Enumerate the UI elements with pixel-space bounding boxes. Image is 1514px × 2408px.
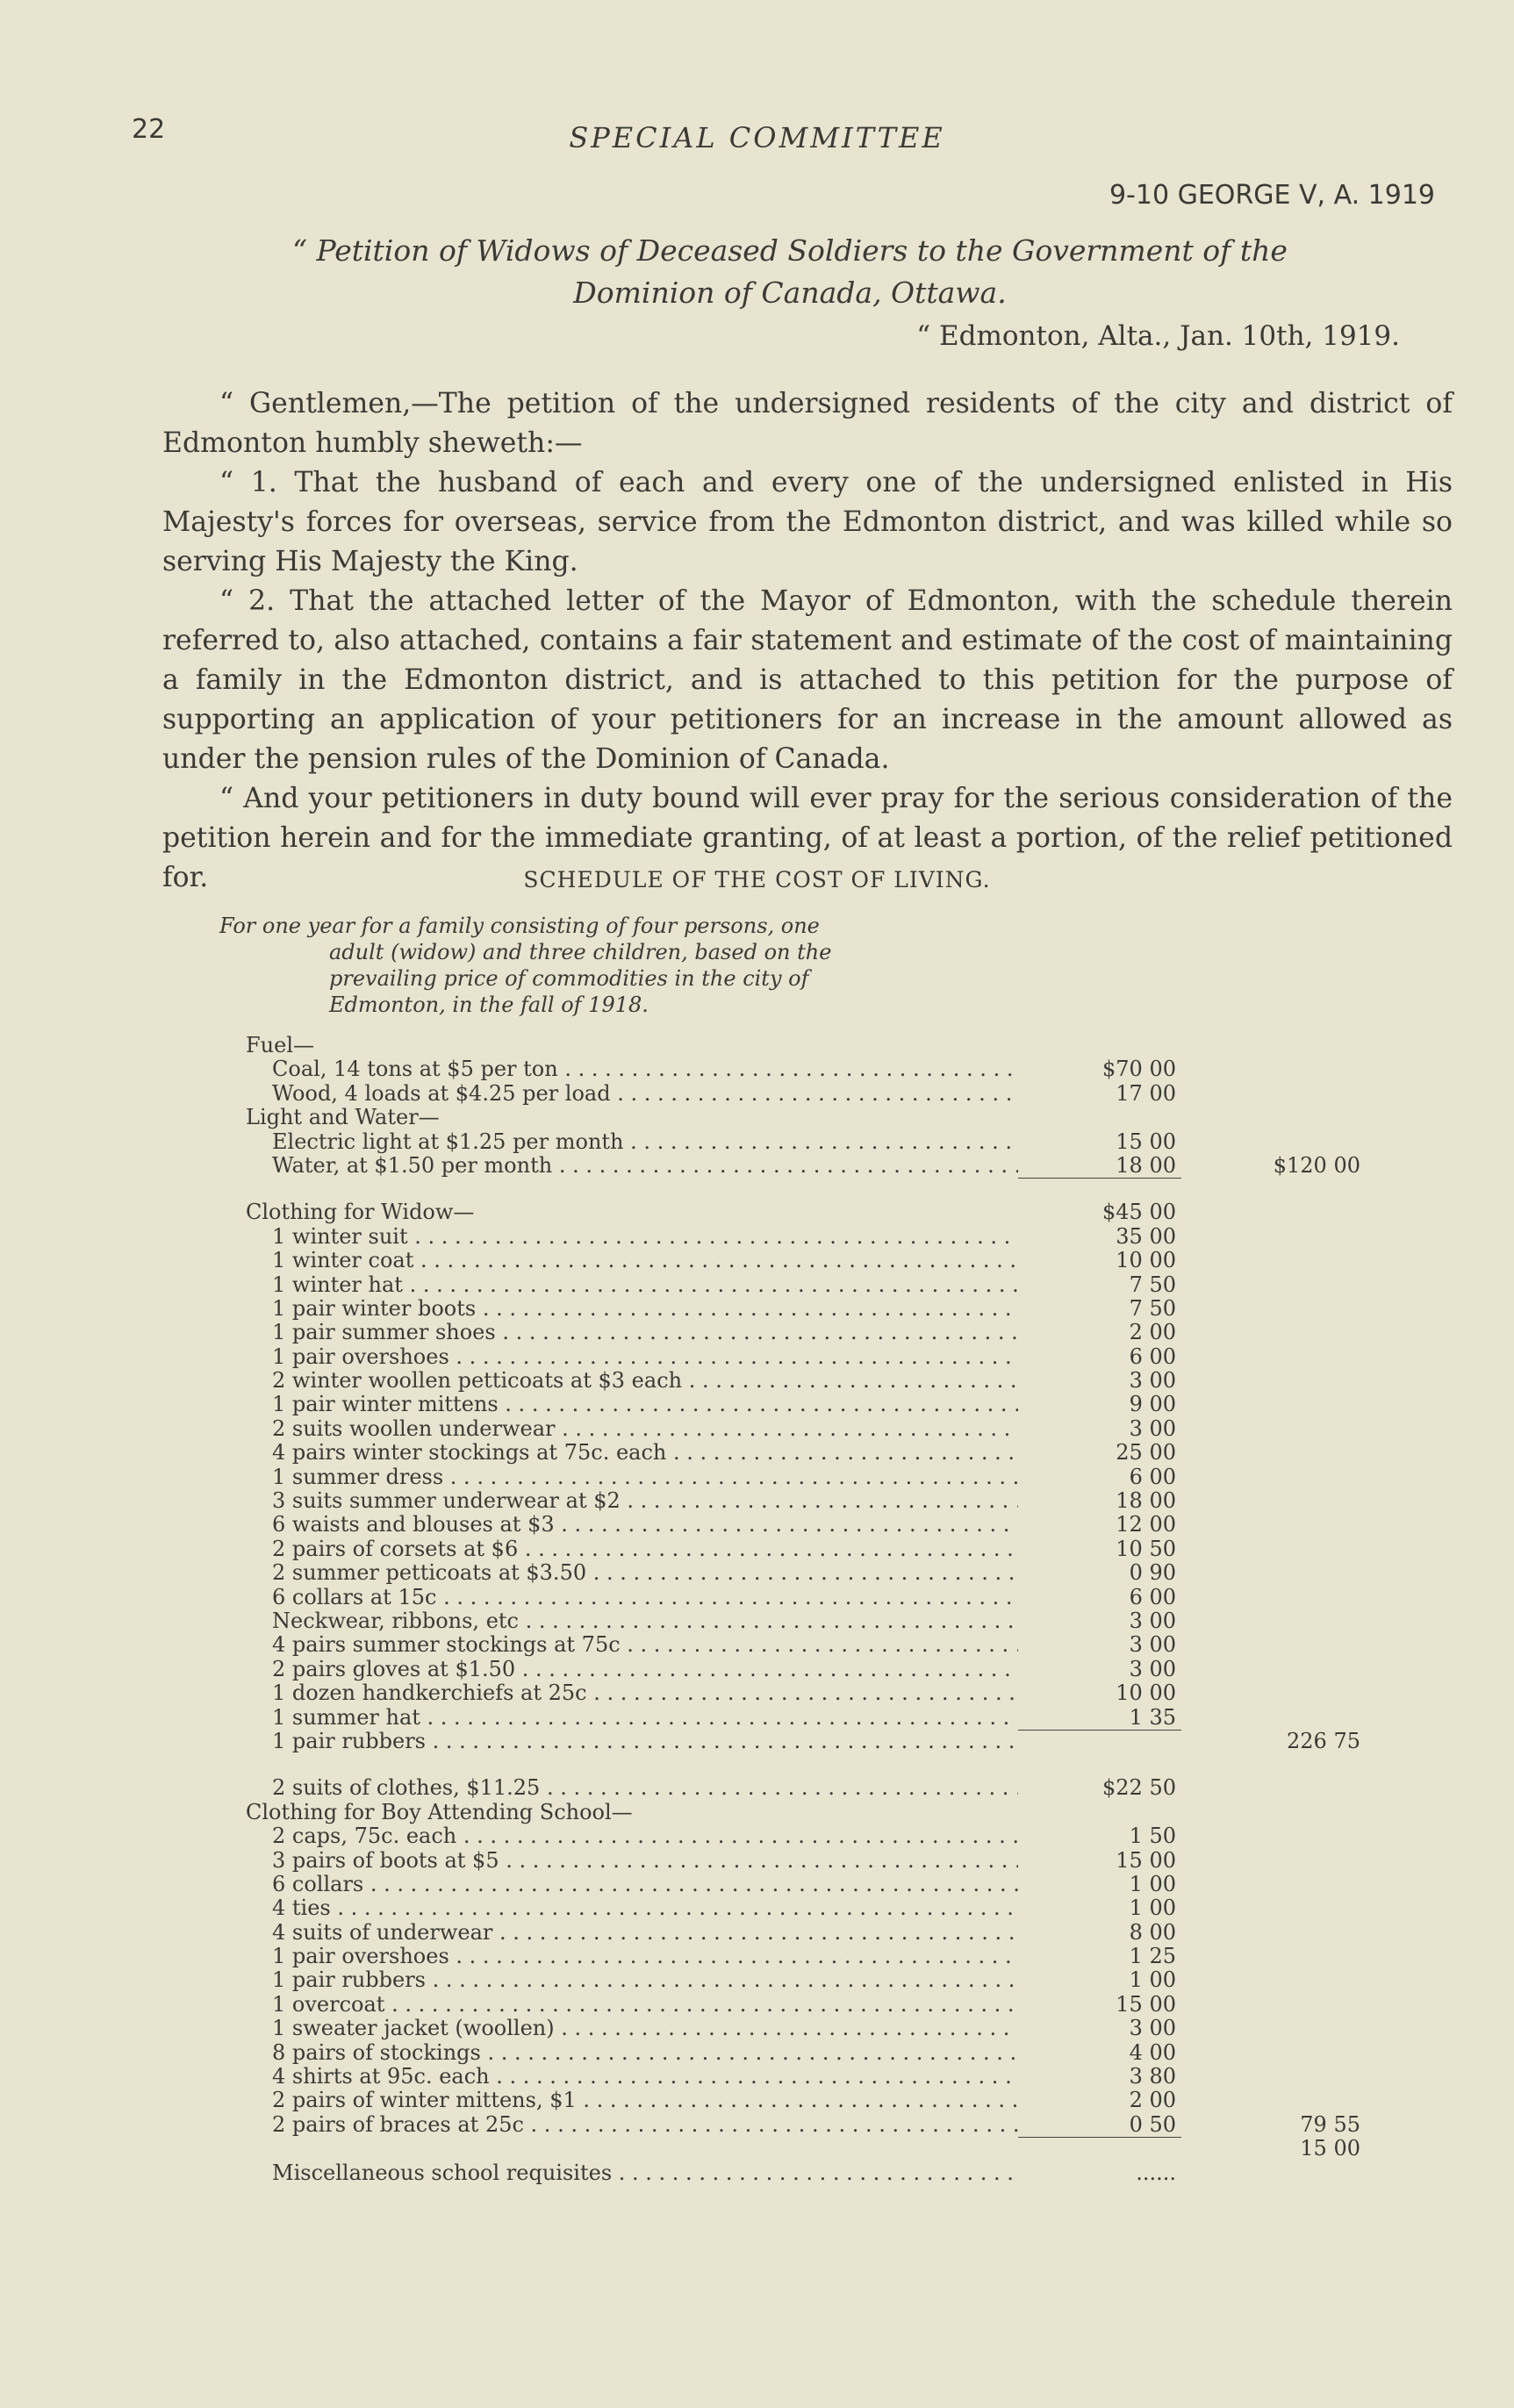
schedule-row bbox=[0, 1249, 1514, 1272]
schedule-row bbox=[0, 1824, 1514, 1848]
schedule-item-label: 2 pairs of winter mittens, $1 . . . bbox=[272, 2089, 1018, 2112]
schedule-item-amount: 3 80 bbox=[1129, 2064, 1176, 2089]
schedule-row bbox=[0, 1441, 1514, 1465]
schedule-row bbox=[0, 1537, 1514, 1561]
schedule-item-label: 1 winter hat . . . bbox=[272, 1273, 1018, 1297]
paragraph-prayer: “ And your petitioners in duty bound will ever pray for the serious consideration of the petition herein and for the immediate granting, of at least a portion, of the relief petitioned for. bbox=[162, 783, 1453, 893]
schedule-item-amount: 2 00 bbox=[1129, 1320, 1176, 1345]
schedule-item-amount: $45 00 bbox=[1102, 1200, 1176, 1225]
schedule-item-amount: ...... bbox=[1136, 2160, 1176, 2185]
schedule-item-label: 1 summer hat . . . bbox=[272, 1706, 1018, 1730]
schedule-row bbox=[0, 1873, 1514, 1896]
schedule-item-amount: 1 50 bbox=[1129, 1824, 1176, 1849]
schedule-item-amount: 6 00 bbox=[1129, 1584, 1176, 1609]
schedule-row bbox=[0, 1681, 1514, 1705]
schedule-row bbox=[0, 1321, 1514, 1344]
schedule-item-amount: 15 00 bbox=[1116, 1991, 1176, 2017]
schedule-item-label: 2 caps, 75c. each . . . bbox=[272, 1824, 1018, 1848]
schedule-item-amount: 18 00 bbox=[1116, 1488, 1176, 1514]
petition-title-line2: Dominion of Canada, Ottawa. bbox=[573, 276, 1007, 310]
schedule-row bbox=[0, 1130, 1514, 1154]
schedule-item-label: 2 winter woollen petticoats at $3 each . . . bbox=[272, 1369, 1018, 1393]
schedule-item-amount: 15 00 bbox=[1116, 1847, 1176, 1873]
schedule-item-amount: 3 00 bbox=[1129, 1415, 1176, 1441]
schedule-item-label: 8 pairs of stockings . . . bbox=[272, 2041, 1018, 2065]
schedule-item-label: Light and Water— bbox=[246, 1106, 440, 1130]
schedule-row bbox=[0, 1489, 1514, 1513]
schedule-item-amount: 1 35 bbox=[1129, 1704, 1176, 1730]
schedule-item-label: 4 shirts at 95c. each . . . bbox=[272, 2065, 1018, 2089]
schedule-row bbox=[0, 1849, 1514, 1873]
schedule-intro-line: For one year for a family consisting of four persons, one bbox=[219, 914, 820, 938]
petition-date: “ Edmonton, Alta., Jan. 10th, 1919. bbox=[916, 320, 1400, 352]
schedule-row bbox=[0, 1993, 1514, 2017]
schedule-row bbox=[0, 1273, 1514, 1297]
schedule-item-label: 1 winter coat . . . bbox=[272, 1249, 1018, 1272]
schedule-row bbox=[0, 2137, 1514, 2161]
schedule-item-label: 6 collars . . . bbox=[272, 1873, 1018, 1896]
schedule-row bbox=[0, 1730, 1514, 1753]
schedule-item-label: 2 summer petticoats at $3.50 . . . bbox=[272, 1561, 1018, 1585]
schedule-item-amount bbox=[1018, 1730, 1181, 1731]
schedule-item-amount: 9 00 bbox=[1129, 1392, 1176, 1417]
schedule-heading: SCHEDULE OF THE COST OF LIVING. bbox=[523, 867, 991, 892]
schedule-item-amount: 3 00 bbox=[1129, 1632, 1176, 1658]
schedule-row bbox=[0, 1945, 1514, 1968]
schedule-item-amount: 10 00 bbox=[1116, 1248, 1176, 1273]
schedule-item-label: 2 suits of clothes, $11.25 . . . bbox=[272, 1776, 1018, 1800]
schedule-item-label: 2 pairs of braces at 25c . . . bbox=[272, 2113, 1018, 2137]
page-number: 22 bbox=[132, 114, 166, 145]
schedule-item-label: 1 summer dress . . . bbox=[272, 1466, 1018, 1489]
schedule-intro bbox=[219, 913, 1009, 1018]
schedule-row bbox=[0, 2065, 1514, 2089]
schedule-item-label: 4 pairs summer stockings at 75c . . . bbox=[272, 1633, 1018, 1657]
schedule-intro-line: prevailing price of commodities in the city of bbox=[329, 966, 809, 991]
paragraph-1: “ 1. That the husband of each and every one of the undersigned enlisted in His Majesty's forces for overseas, service from the Edmonton district, and was killed while so serving His Majesty the King. bbox=[162, 467, 1453, 577]
schedule-item-amount: 18 00 bbox=[1018, 1154, 1181, 1179]
schedule-item-amount: 2 00 bbox=[1129, 2088, 1176, 2113]
schedule-item-label: Water, at $1.50 per month . . . bbox=[272, 1154, 1018, 1178]
schedule-item-amount: 7 50 bbox=[1129, 1272, 1176, 1297]
schedule-item-amount: $70 00 bbox=[1102, 1057, 1176, 1082]
schedule-row bbox=[0, 1297, 1514, 1321]
schedule-item-amount: 1 00 bbox=[1129, 1967, 1176, 1993]
schedule-item-label: 1 pair rubbers . . . bbox=[272, 1730, 1018, 1753]
schedule-row bbox=[0, 1921, 1514, 1945]
schedule-row bbox=[0, 1658, 1514, 1681]
schedule-item-label: Clothing for Boy Attending School— bbox=[246, 1800, 633, 1824]
schedule-item-amount: 1 25 bbox=[1129, 1944, 1176, 1969]
schedule-item-label: 1 winter suit . . . bbox=[272, 1225, 1018, 1249]
schedule-item-label: 1 pair winter boots . . . bbox=[272, 1297, 1018, 1321]
schedule-item-label: Electric light at $1.25 per month . . . bbox=[272, 1130, 1018, 1154]
schedule-subtotal: $120 00 bbox=[1273, 1152, 1360, 1178]
schedule-item-label: 2 suits woollen underwear . . . bbox=[272, 1417, 1018, 1441]
petition-body bbox=[162, 384, 1453, 898]
paragraph-salutation: “ Gentlemen,—The petition of the undersigned residents of the city and district of Edmonton humbly sheweth:— bbox=[162, 388, 1453, 459]
schedule-row bbox=[0, 1417, 1514, 1441]
schedule-item-label: 3 suits summer underwear at $2 . . . bbox=[272, 1489, 1018, 1513]
schedule-item-amount: 7 50 bbox=[1129, 1295, 1176, 1321]
schedule-item-label: 2 pairs gloves at $1.50 . . . bbox=[272, 1658, 1018, 1681]
schedule-item-amount: 3 00 bbox=[1129, 2016, 1176, 2041]
schedule-item-amount: 0 50 bbox=[1018, 2113, 1181, 2138]
schedule-item-label: 3 pairs of boots at $5 . . . bbox=[272, 1849, 1018, 1873]
schedule-item-label: 1 pair summer shoes . . . bbox=[272, 1321, 1018, 1344]
schedule-row bbox=[0, 1513, 1514, 1537]
schedule-row bbox=[0, 1225, 1514, 1249]
schedule-item-amount: 10 50 bbox=[1116, 1536, 1176, 1561]
schedule-row bbox=[0, 2089, 1514, 2112]
schedule-row bbox=[0, 2041, 1514, 2065]
schedule-table bbox=[0, 1034, 1514, 2185]
schedule-row bbox=[0, 1561, 1514, 1585]
schedule-row bbox=[0, 1706, 1514, 1730]
schedule-item-amount: 8 00 bbox=[1129, 1919, 1176, 1945]
schedule-item-amount: 12 00 bbox=[1116, 1512, 1176, 1537]
schedule-row bbox=[0, 1968, 1514, 1992]
schedule-row bbox=[0, 2161, 1514, 2185]
row-gap bbox=[0, 1178, 1514, 1200]
schedule-item-label: 6 collars at 15c . . . bbox=[272, 1586, 1018, 1609]
running-head: SPECIAL COMMITTEE bbox=[569, 121, 945, 154]
schedule-item-label: Miscellaneous school requisites . . . bbox=[272, 2161, 1018, 2185]
schedule-subtotal: 226 75 bbox=[1287, 1728, 1360, 1753]
schedule-item-label: 1 dozen handkerchiefs at 25c . . . bbox=[272, 1681, 1018, 1705]
schedule-item-label: 1 pair overshoes . . . bbox=[272, 1345, 1018, 1369]
schedule-item-amount: 10 00 bbox=[1116, 1681, 1176, 1706]
schedule-item-amount: 6 00 bbox=[1129, 1344, 1176, 1369]
schedule-item-label: 4 suits of underwear . . . bbox=[272, 1921, 1018, 1945]
schedule-row bbox=[0, 1057, 1514, 1081]
schedule-row bbox=[0, 1082, 1514, 1106]
schedule-item-amount: 1 00 bbox=[1129, 1896, 1176, 1921]
schedule-item-label: 1 overcoat . . . bbox=[272, 1993, 1018, 2017]
schedule-item-label: Fuel— bbox=[246, 1034, 314, 1057]
schedule-item-label: Neckwear, ribbons, etc . . . bbox=[272, 1609, 1018, 1633]
schedule-row bbox=[0, 1345, 1514, 1369]
schedule-item-label: 6 waists and blouses at $3 . . . bbox=[272, 1513, 1018, 1537]
schedule-item-amount: 3 00 bbox=[1129, 1368, 1176, 1394]
schedule-section-heading bbox=[0, 1801, 1514, 1824]
schedule-row bbox=[0, 1896, 1514, 1920]
schedule-intro-line: adult (widow) and three children, based on the bbox=[329, 940, 832, 964]
schedule-item-label: 1 sweater jacket (woollen) . . . bbox=[272, 2017, 1018, 2040]
paragraph-2: “ 2. That the attached letter of the Mayor of Edmonton, with the schedule therein referred to, also attached, contains a fair statement and estimate of the cost of maintaining a family in the Edmonton district, and is attached to this petition for the purpose of supporting an application of your petitioners for an increase in the amount allowed as under the pension rules of the Dominion of Canada. bbox=[162, 585, 1453, 775]
schedule-section-heading bbox=[0, 1200, 1514, 1224]
schedule-row bbox=[0, 2113, 1514, 2137]
schedule-item-label: 2 pairs of corsets at $6 . . . bbox=[272, 1537, 1018, 1561]
schedule-item-amount: 0 90 bbox=[1129, 1560, 1176, 1586]
schedule-item-label: 4 ties . . . bbox=[272, 1896, 1018, 1920]
schedule-item-amount: 3 00 bbox=[1129, 1608, 1176, 1633]
schedule-intro-line: Edmonton, in the fall of 1918. bbox=[329, 993, 649, 1017]
schedule-item-amount: 1 00 bbox=[1129, 1871, 1176, 1896]
schedule-item-amount: 35 00 bbox=[1116, 1223, 1176, 1249]
row-gap bbox=[0, 1753, 1514, 1776]
petition-title-line1: “ Petition of Widows of Deceased Soldiers to the Government of the bbox=[292, 233, 1288, 268]
schedule-section-heading bbox=[0, 1106, 1514, 1129]
schedule-item-amount: 6 00 bbox=[1129, 1464, 1176, 1489]
schedule-row bbox=[0, 1633, 1514, 1657]
schedule-subtotal: 79 55 bbox=[1300, 2111, 1360, 2137]
schedule-item-amount: 25 00 bbox=[1116, 1440, 1176, 1466]
schedule-item-label: Clothing for Widow— bbox=[246, 1200, 475, 1225]
schedule-item-label: 1 pair winter mittens . . . bbox=[272, 1393, 1018, 1416]
schedule-item-amount: 15 00 bbox=[1116, 1129, 1176, 1154]
schedule-item-label: Wood, 4 loads at $4.25 per load . . . bbox=[272, 1082, 1018, 1106]
schedule-row bbox=[0, 2017, 1514, 2040]
schedule-item-label: Coal, 14 tons at $5 per ton . . . bbox=[272, 1057, 1018, 1081]
schedule-row bbox=[0, 1369, 1514, 1393]
schedule-section-heading bbox=[0, 1034, 1514, 1057]
schedule-item-amount: $22 50 bbox=[1102, 1775, 1176, 1801]
schedule-item-label: 1 pair rubbers . . . bbox=[272, 1968, 1018, 1992]
schedule-item-amount: 4 00 bbox=[1129, 2039, 1176, 2065]
schedule-row bbox=[0, 1609, 1514, 1633]
schedule-row bbox=[0, 1466, 1514, 1489]
schedule-item-label: 1 pair overshoes . . . bbox=[272, 1945, 1018, 1968]
schedule-row bbox=[0, 1776, 1514, 1800]
schedule-row bbox=[0, 1154, 1514, 1178]
session-label: 9-10 GEORGE V, A. 1919 bbox=[1109, 180, 1435, 211]
schedule-row bbox=[0, 1393, 1514, 1416]
schedule-item-label: 4 pairs winter stockings at 75c. each . . . bbox=[272, 1441, 1018, 1465]
schedule-item-amount: 3 00 bbox=[1129, 1656, 1176, 1681]
schedule-item-amount: 17 00 bbox=[1116, 1080, 1176, 1106]
schedule-row bbox=[0, 1586, 1514, 1609]
schedule-subtotal: 15 00 bbox=[1300, 2136, 1360, 2161]
petition-title bbox=[263, 230, 1317, 314]
